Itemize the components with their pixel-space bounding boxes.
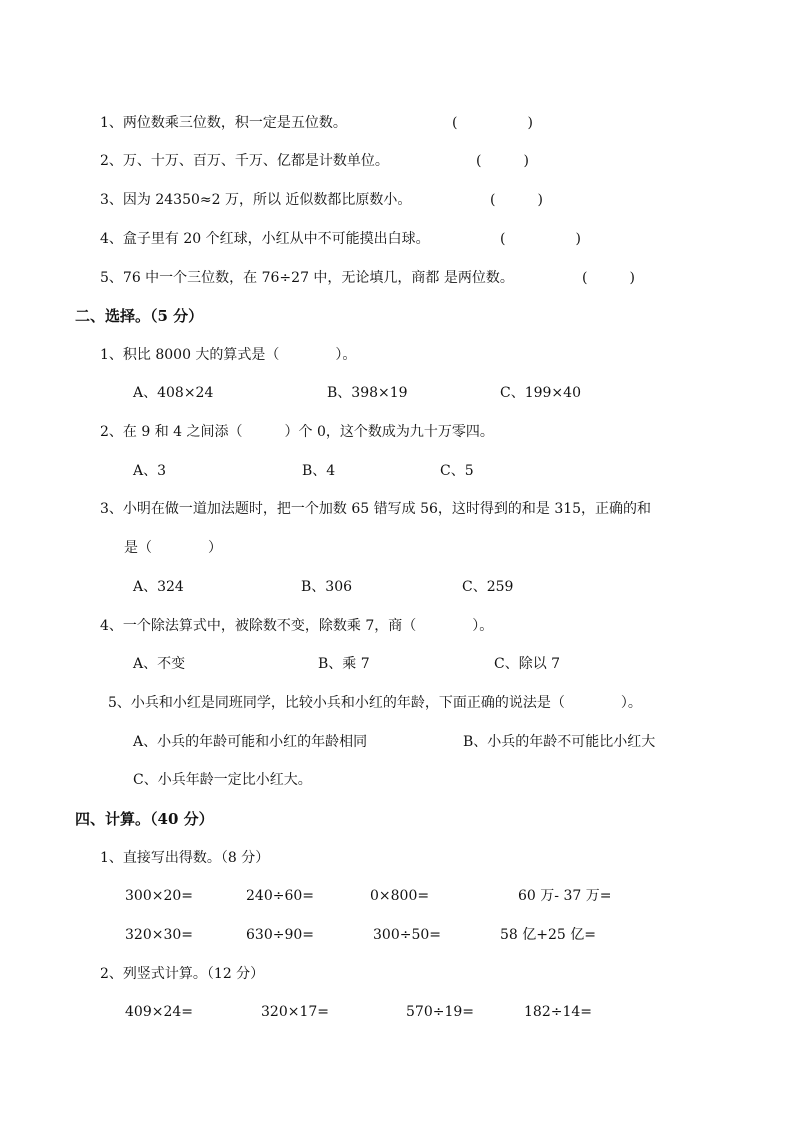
calc-item: 320×30=: [125, 927, 193, 943]
calc-item: 240÷60=: [246, 888, 314, 904]
judge-item-4: 4、盒子里有 20 个红球，小红从中不可能摸出白球。: [100, 231, 430, 247]
choice-q3-continued: 是（ ）: [124, 540, 222, 556]
choice-q3-option-b[interactable]: B、306: [301, 579, 353, 595]
choice-q4-option-c[interactable]: C、除以 7: [494, 656, 561, 672]
calc-item: 58 亿+25 亿=: [500, 927, 596, 943]
calc-item: 630÷90=: [246, 927, 314, 943]
calc-sub1-title: 1、直接写出得数。（8 分）: [100, 850, 270, 866]
answer-blank-1[interactable]: ( ): [452, 115, 533, 131]
choice-q4: 4、一个除法算式中，被除数不变，除数乘 7，商（ ）。: [100, 618, 494, 634]
choice-q3-option-a[interactable]: A、324: [133, 579, 184, 595]
calc-item: 182÷14=: [524, 1004, 592, 1020]
answer-blank-2[interactable]: ( ): [476, 153, 529, 169]
judge-item-1: 1、两位数乘三位数，积一定是五位数。: [100, 115, 347, 131]
section-title-calc: 四、计算。（40 分）: [75, 810, 214, 828]
calc-item: 320×17=: [261, 1004, 329, 1020]
judge-item-3: 3、因为 24350≈2 万，所以 近似数都比原数小。: [100, 192, 412, 208]
choice-q5-option-c[interactable]: C、小兵年龄一定比小红大。: [133, 772, 312, 788]
choice-q4-option-b[interactable]: B、乘 7: [318, 656, 370, 672]
choice-q2-option-a[interactable]: A、3: [133, 463, 167, 479]
judge-item-5: 5、76 中一个三位数，在 76÷27 中，无论填几，商都 是两位数。: [100, 270, 514, 286]
choice-q1-option-b[interactable]: B、398×19: [327, 385, 408, 401]
choice-q3-option-c[interactable]: C、259: [462, 579, 514, 595]
calc-item: 300÷50=: [373, 927, 441, 943]
choice-q5-option-a[interactable]: A、小兵的年龄可能和小红的年龄相同: [133, 734, 368, 750]
calc-item: 300×20=: [125, 888, 193, 904]
answer-blank-5[interactable]: ( ): [582, 270, 635, 286]
judge-item-2: 2、万、十万、百万、千万、亿都是计数单位。: [100, 153, 389, 169]
choice-q4-option-a[interactable]: A、不变: [133, 656, 186, 672]
calc-item: 0×800=: [370, 888, 430, 904]
section-title-choice: 二、选择。（5 分）: [75, 307, 204, 325]
answer-blank-3[interactable]: ( ): [490, 192, 543, 208]
calc-sub2-title: 2、列竖式计算。（12 分）: [100, 966, 265, 982]
choice-q2-option-b[interactable]: B、4: [302, 463, 336, 479]
choice-q5: 5、小兵和小红是同班同学，比较小兵和小红的年龄，下面正确的说法是（ ）。: [108, 695, 642, 711]
choice-q5-option-b[interactable]: B、小兵的年龄不可能比小红大: [463, 734, 656, 750]
calc-item: 409×24=: [125, 1004, 193, 1020]
choice-q1: 1、积比 8000 大的算式是（ ）。: [100, 347, 357, 363]
calc-item: 570÷19=: [406, 1004, 474, 1020]
choice-q1-option-c[interactable]: C、199×40: [500, 385, 581, 401]
answer-blank-4[interactable]: ( ): [500, 231, 581, 247]
choice-q1-option-a[interactable]: A、408×24: [133, 385, 214, 401]
choice-q2-option-c[interactable]: C、5: [440, 463, 474, 479]
choice-q3: 3、小明在做一道加法题时，把一个加数 65 错写成 56，这时得到的和是 315，正确的和: [100, 501, 652, 517]
calc-item: 60 万- 37 万=: [518, 888, 612, 904]
choice-q2: 2、在 9 和 4 之间添（ ）个 0，这个数成为九十万零四。: [100, 424, 494, 440]
